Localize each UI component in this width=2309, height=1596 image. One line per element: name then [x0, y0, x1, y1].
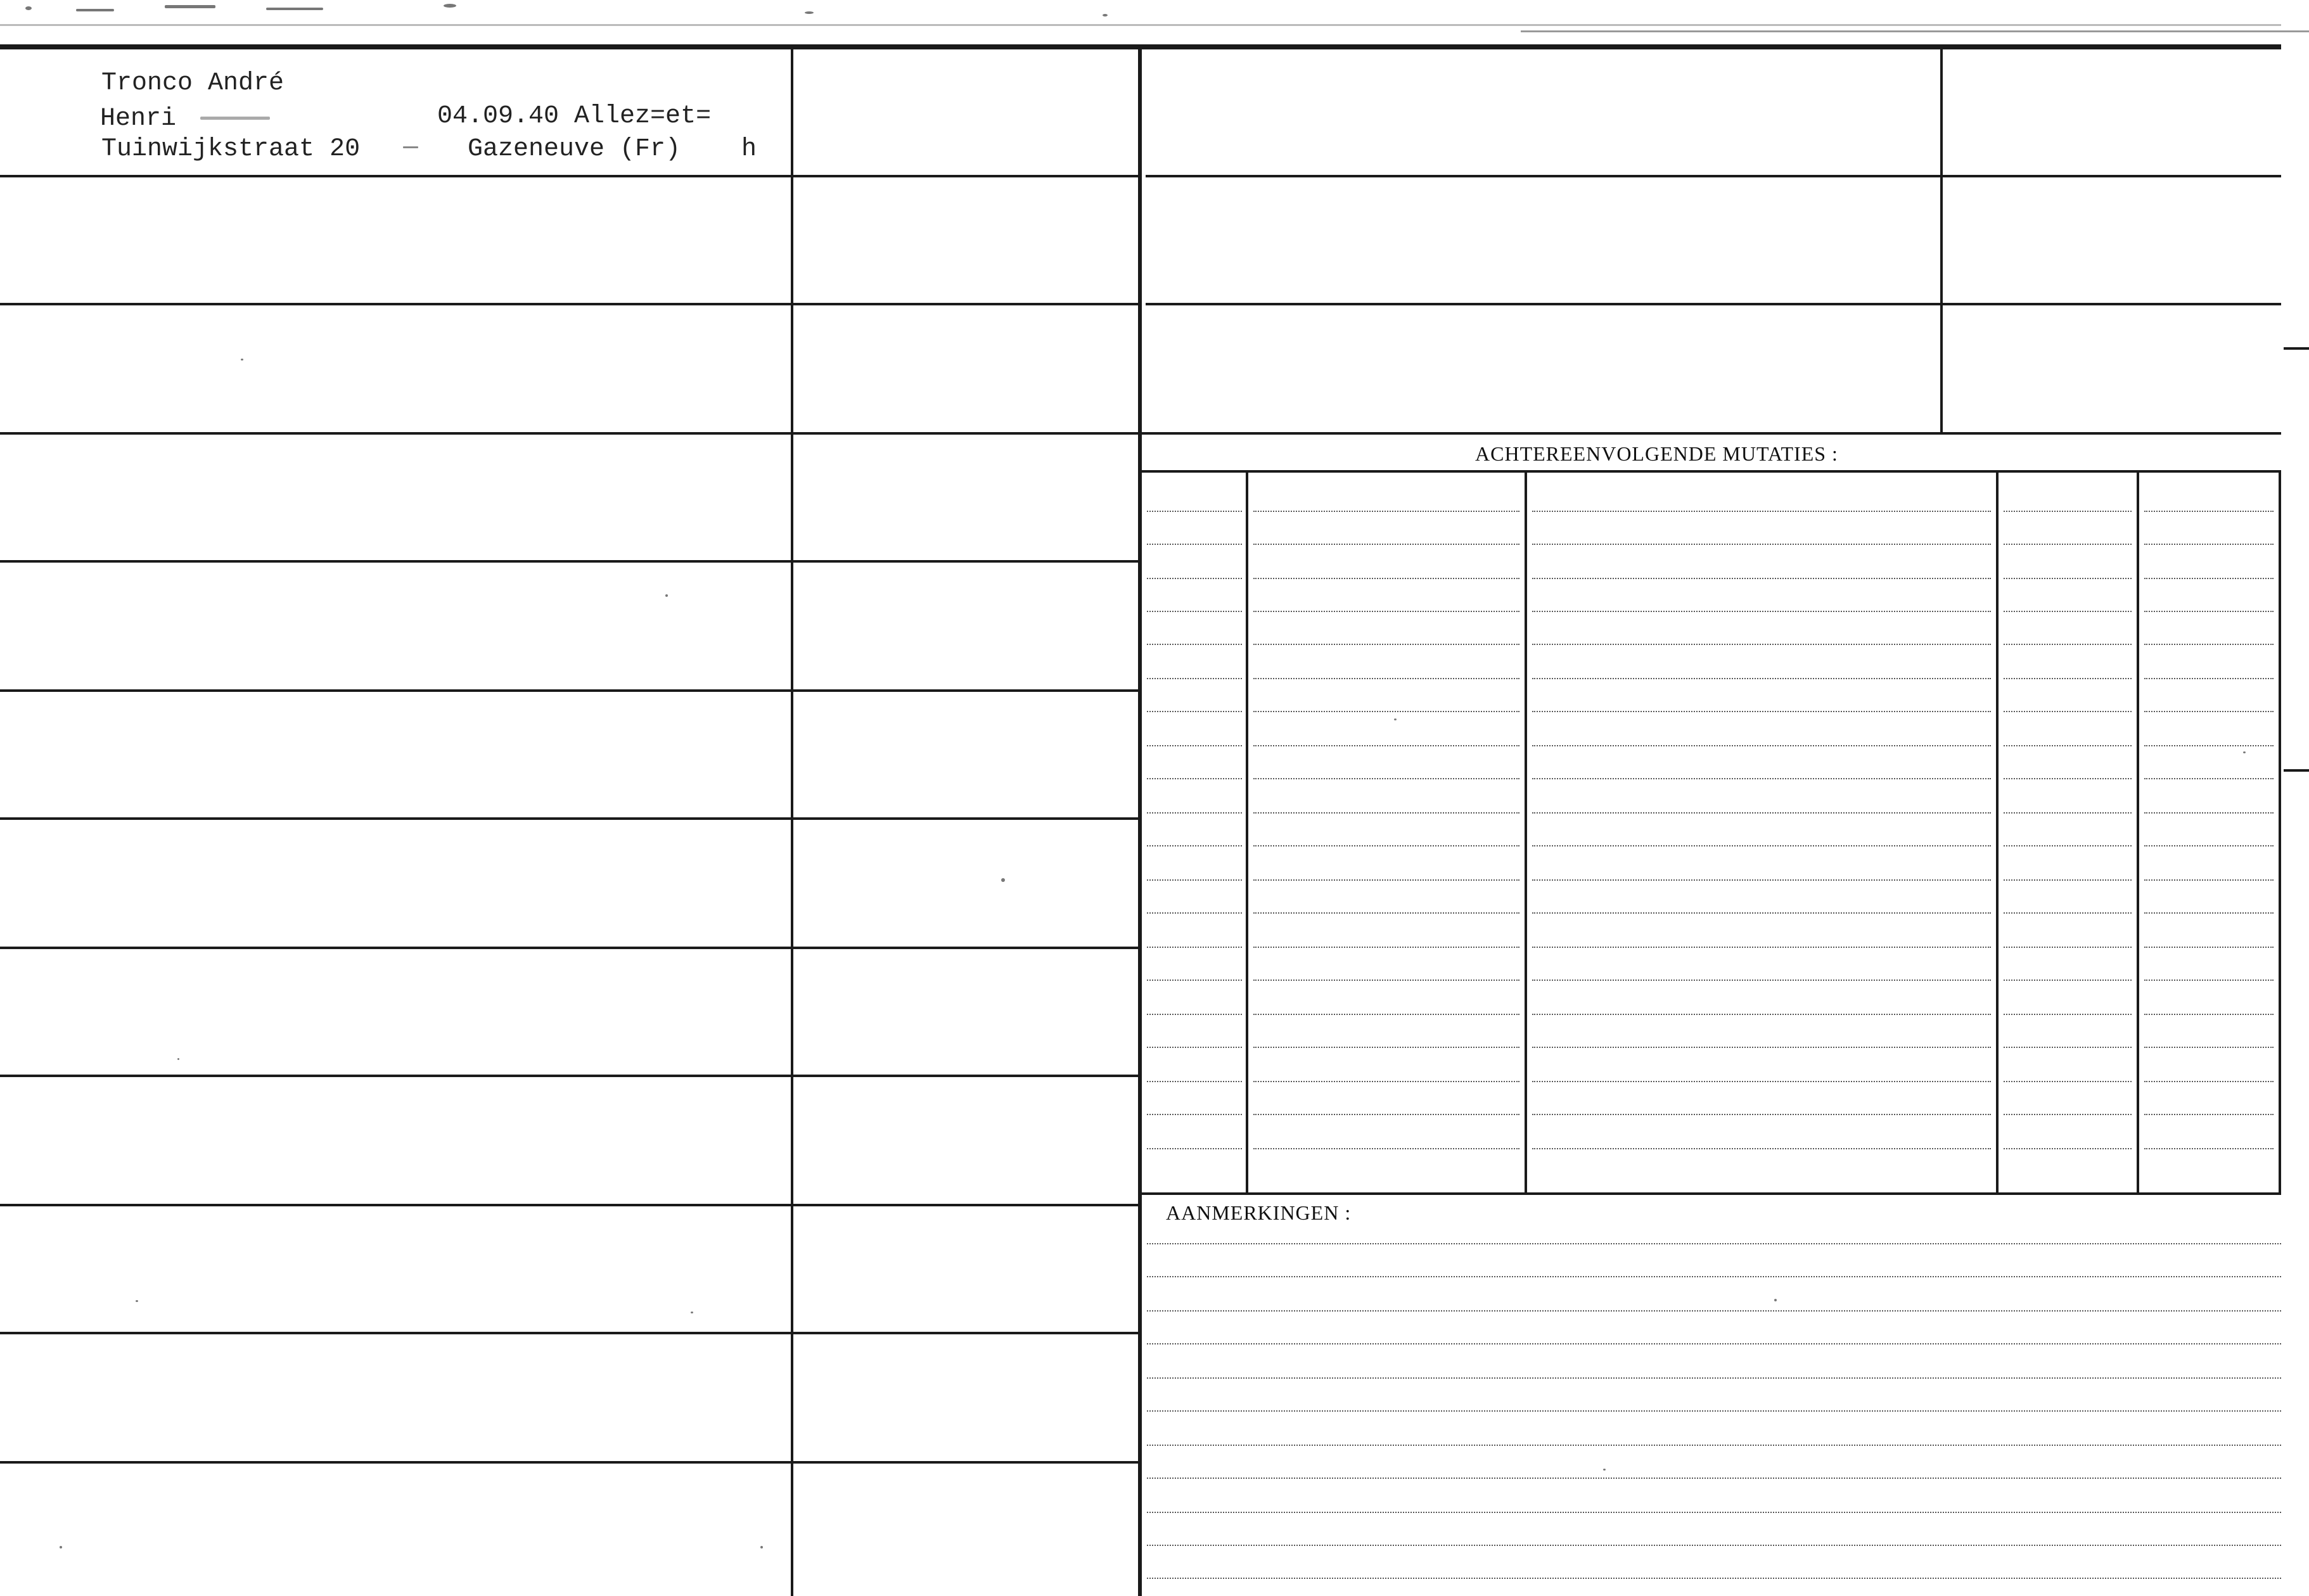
scan-edge-noise — [0, 0, 2309, 38]
entry-birth-date-place: 04.09.40 Allez=et= — [437, 102, 712, 131]
entry-address: Tuinwijkstraat 20 — [101, 135, 361, 163]
entry-second-name: Henri — [100, 105, 177, 133]
mutations-heading: ACHTEREENVOLGENDE MUTATIES : — [1475, 442, 1838, 465]
center-divider — [1138, 47, 1142, 1596]
smudge-mark — [200, 117, 270, 120]
remarks-heading: AANMERKINGEN : — [1166, 1201, 1352, 1224]
entry-birth-place-cont: Gazeneuve (Fr) — [468, 135, 681, 163]
entry-name: Tronco André — [101, 69, 285, 98]
entry-mark: h — [741, 135, 757, 163]
